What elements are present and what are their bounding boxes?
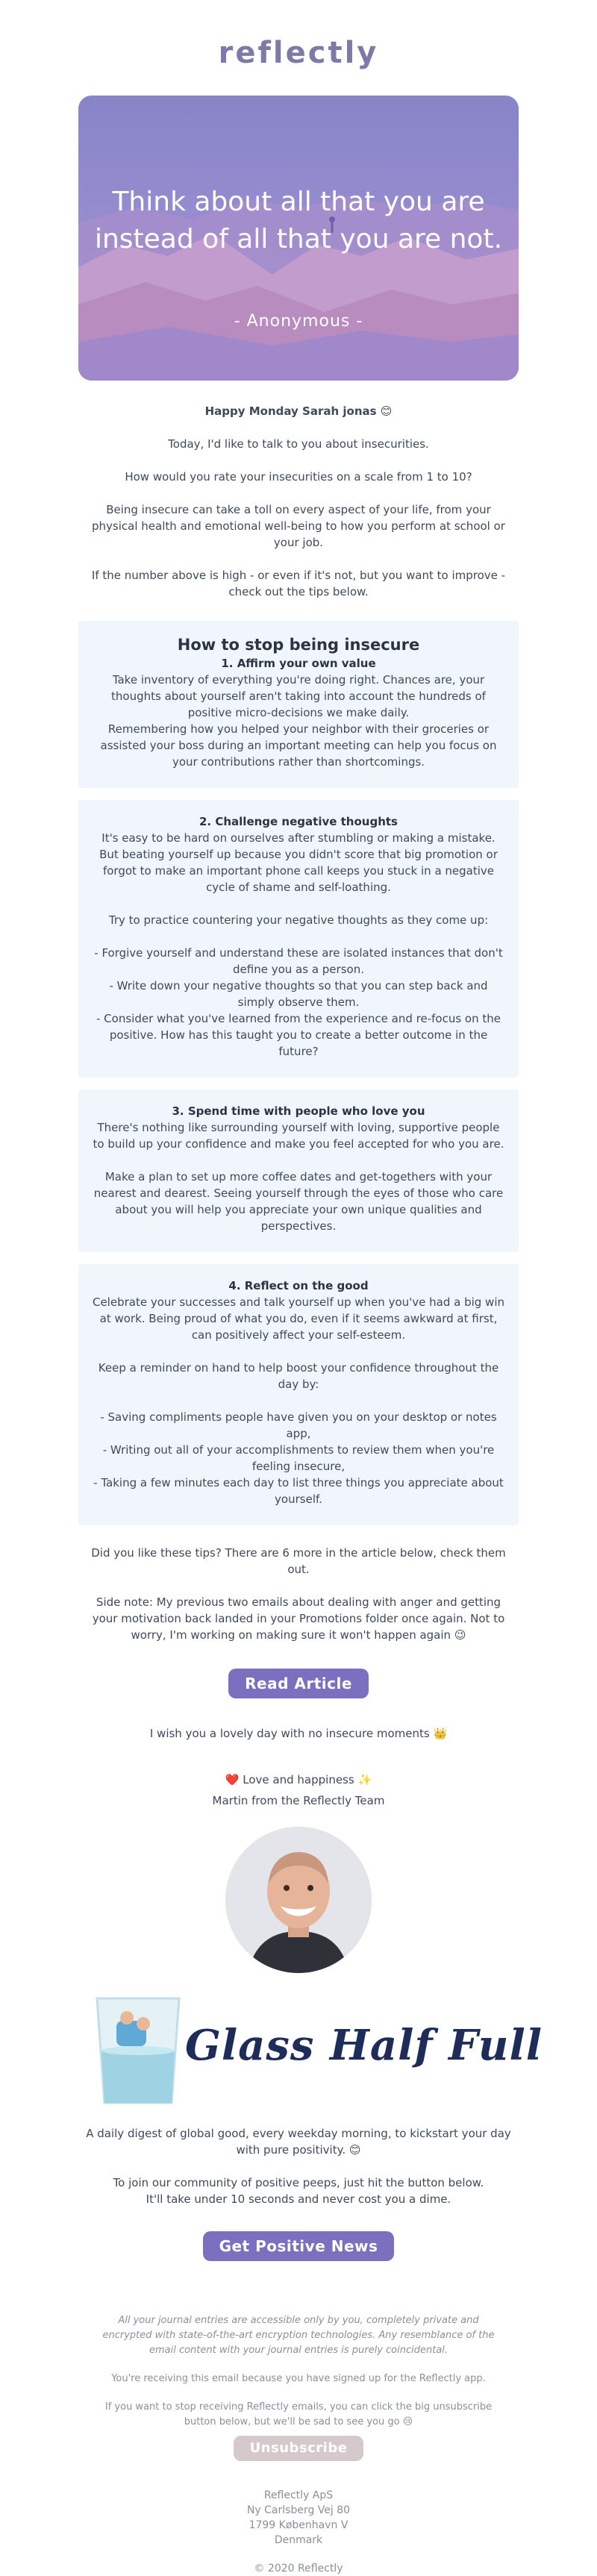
tip-1-title: 1. Affirm your own value [221, 657, 376, 670]
tip-2-bullet-3: - Consider what you've learned from the experience and re-focus on the positive. How has this taught you to create a better outcome in the future? [96, 1012, 501, 1058]
greeting-text: Happy Monday Sarah jonas [204, 404, 377, 418]
signup-reason: You're receiving this email because you have signed up for the Reflectly app. [111, 2373, 486, 2384]
tip-4-title: 4. Reflect on the good [228, 1279, 369, 1292]
glass-half-full-title: Glass Half Full [185, 2021, 543, 2070]
tip-2-paragraph-2: Try to practice countering your negative thoughts as they come up: [108, 913, 489, 927]
company-name: Reflectly ApS [263, 2489, 334, 2501]
love-line [86, 1772, 511, 1788]
unsubscribe-button[interactable]: Unsubscribe [234, 2436, 364, 2461]
intro-paragraph-2: How would you rate your insecurities on a scale from 1 to 10? [125, 470, 472, 484]
promo-description [86, 2125, 511, 2158]
wish-text: I wish you a lovely day with no insecure moments [149, 1727, 430, 1740]
wink-emoji-icon: 😉 [454, 1628, 466, 1642]
author-photo-illustration [225, 1827, 372, 1973]
promo-smile-emoji-icon: 😊 [348, 2143, 361, 2157]
promo-join-line-1: To join our community of positive peeps, just hit the button below. [113, 2176, 484, 2189]
signature: Martin from the Reflectly Team [212, 1794, 385, 1807]
outro-paragraph-2 [86, 1594, 511, 1643]
tip-card-3 [78, 1090, 519, 1252]
tip-4-bullet-3: - Taking a few minutes each day to list three things you appreciate about yourself. [93, 1476, 504, 1506]
greeting [86, 403, 511, 419]
company-city: 1799 København V [249, 2519, 348, 2531]
get-positive-news-button[interactable]: Get Positive News [203, 2231, 395, 2261]
tip-2-bullet-2: - Write down your negative thoughts so that you can step back and simply observe them. [109, 979, 488, 1009]
promo-description-text: A daily digest of global good, every weekday morning, to kickstart your day with pure positivity. [86, 2127, 511, 2157]
tip-3-title: 3. Spend time with people who love you [172, 1104, 425, 1118]
reflectly-logo[interactable]: reflectly [218, 36, 379, 70]
hero-author: - Anonymous - [234, 312, 363, 331]
sparkle-emoji-icon: ✨ [357, 1773, 372, 1786]
tip-4-bullet-1: - Saving compliments people have given you on your desktop or notes app, [100, 1410, 497, 1440]
copyright: © 2020 Reflectly [254, 2563, 343, 2575]
company-country: Denmark [274, 2534, 323, 2546]
wish-line [86, 1725, 511, 1742]
tips-heading: How to stop being insecure [177, 636, 420, 654]
author-avatar [225, 1827, 372, 1973]
glass-half-full-banner[interactable] [90, 1991, 543, 2110]
smile-emoji-icon: 😊 [380, 404, 393, 418]
tip-2-title: 2. Challenge negative thoughts [199, 815, 398, 828]
outro-paragraph-1: Did you like these tips? There are 6 more in the article below, check them out. [91, 1546, 506, 1576]
tip-3-paragraph-2: Make a plan to set up more coffee dates and get-togethers with your nearest and dearest. Seeing yourself through the eyes of those who care about you will help you appreciate your own unique qualities and perspectives. [93, 1170, 504, 1233]
sad-emoji-icon: 😢 [402, 2416, 413, 2427]
hero-quote: Think about all that you are instead of all that you are not. [94, 187, 503, 254]
privacy-note: All your journal entries are accessible only by you, completely private and encrypted with state-of-the-art encryption technologies. Any resemblance of the email content with your journal entries is purely coincidental. [102, 2315, 495, 2356]
tip-card-2 [78, 800, 519, 1078]
company-street: Ny Carlsberg Vej 80 [246, 2504, 351, 2516]
love-text: Love and happiness [243, 1773, 354, 1786]
tip-card-4 [78, 1264, 519, 1525]
tip-4-bullet-2: - Writing out all of your accomplishments to review them when you're feeling insecure, [102, 1443, 495, 1473]
intro-paragraph-4: If the number above is high - or even if it's not, but you want to improve - check out the tips below. [91, 569, 506, 598]
tip-2-paragraph-1: It's easy to be hard on ourselves after stumbling or making a mistake. But beating yourself up because you didn't score that big promotion or forgot to make an important phone call keeps you stuck in a negative cycle of shame and self-loathing. [99, 831, 498, 894]
tip-1-paragraph-2: Remembering how you helped your neighbor with their groceries or assisted your boss during an important meeting can help you focus on your contributions rather than shortcomings. [100, 722, 497, 769]
tip-2-bullet-1: - Forgive yourself and understand these are isolated instances that don't define you as a person. [94, 946, 503, 976]
hero-banner [78, 96, 519, 381]
crown-emoji-icon: 👑 [433, 1727, 448, 1740]
tip-4-paragraph-1: Celebrate your successes and talk yourself up when you've had a big win at work. Being proud of what you do, even if it seems awkward at first, can positively affect your self-esteem. [92, 1295, 504, 1342]
intro-paragraph-1: Today, I'd like to talk to you about insecurities. [168, 437, 429, 451]
unsubscribe-text [97, 2400, 500, 2430]
outro-side-note: Side note: My previous two emails about dealing with anger and getting your motivation back landed in your Promotions folder once again. Not to worry, I'm working on making sure it won't happen again [92, 1595, 505, 1642]
unsubscribe-text-body: If you want to stop receiving Reflectly emails, you can click the big unsubscribe button below, but we'll be sad to see you go [104, 2401, 493, 2427]
read-article-button[interactable]: Read Article [228, 1669, 369, 1698]
heart-emoji-icon: ❤️ [225, 1773, 240, 1786]
tip-4-paragraph-2: Keep a reminder on hand to help boost your confidence throughout the day by: [98, 1361, 499, 1391]
intro-paragraph-3: Being insecure can take a toll on every aspect of your life, from your physical health and emotional well-being to how you perform at school or your job. [92, 503, 505, 549]
tip-1-paragraph-1: Take inventory of everything you're doing right. Chances are, your thoughts about yourself aren't taking into account the hundreds of positive micro-decisions we make daily. [111, 673, 486, 719]
promo-join-line-2: It'll take under 10 seconds and never cost you a dime. [146, 2192, 451, 2206]
glass-icon [90, 1991, 187, 2110]
tip-3-paragraph-1: There's nothing like surrounding yourself with loving, supportive people to build up your confidence and make you feel accepted for who you are. [93, 1121, 504, 1151]
tip-card-1 [78, 621, 519, 788]
